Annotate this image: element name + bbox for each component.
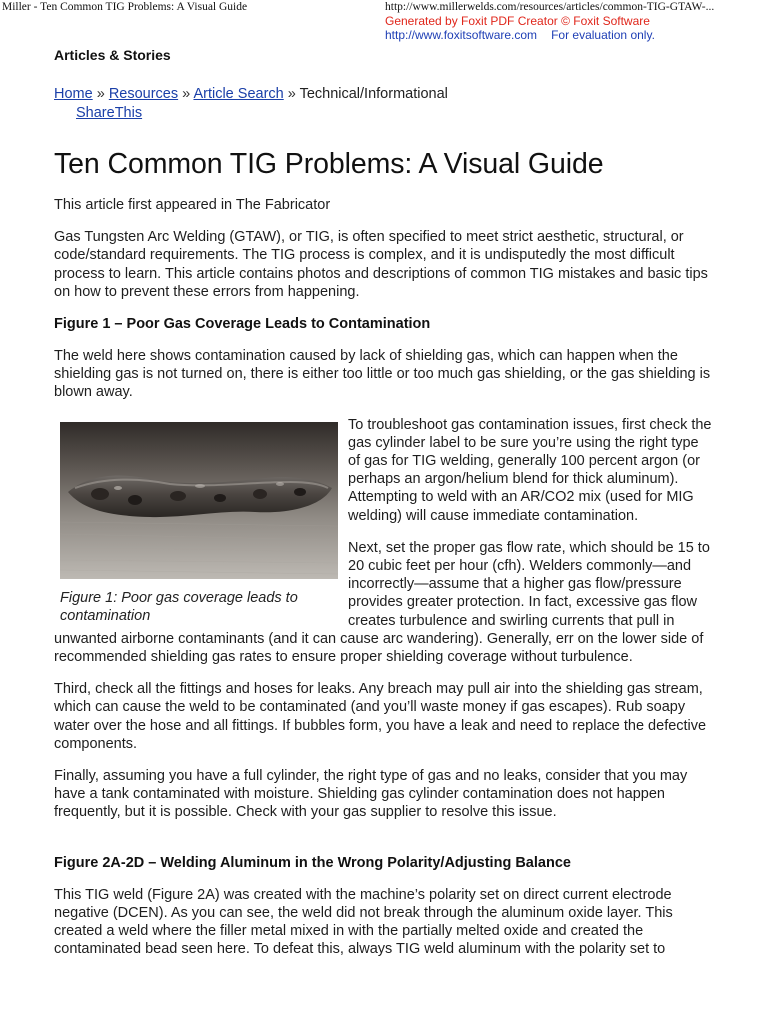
pdf-header-title: Miller - Ten Common TIG Problems: A Visual Guide	[2, 1, 248, 13]
section-title: Articles & Stories	[54, 47, 171, 63]
breadcrumb-current: Technical/Informational	[299, 86, 448, 102]
figure1-paragraph-4: Third, check all the fittings and hoses for leaks. Any breach may pull air into the shielding gas stream, which can cause the weld to be contaminated (and you’ll waste money if gas escapes). Rub soapy water over the hose and all fittings. If bubbles form, you have a leak and need to replace the defective components.	[54, 681, 707, 752]
breadcrumb-home-link[interactable]: Home	[54, 86, 93, 102]
figure2-paragraph-1: This TIG weld (Figure 2A) was created with the machine’s polarity set on direct current electrode negative (DCEN). As you can see, the weld did not break through the aluminum oxide layer. This created a weld where the filler metal mixed in with the partially melted oxide and created the contaminated bead seen here. To defeat this, always TIG weld aluminum with the polarity set to	[54, 886, 673, 958]
breadcrumb-separator: »	[92, 86, 109, 102]
share-this-link[interactable]: ShareThis	[76, 105, 143, 121]
source-note: This article first appeared in The Fabricator	[54, 197, 331, 213]
article-title: Ten Common TIG Problems: A Visual Guide	[54, 148, 604, 180]
figure1-paragraph-3: Next, set the proper gas flow rate, which should be 15 to 20 cubic feet per hour (cfh). Welders commonly—and incorrectly—assume that a higher gas flow/pressure provides greater protection. In fact, excessive gas flow creates turbulence and swirling currents that pull in unwanted airborne contaminants (and it can cause arc wandering). Generally, err on the lower side of recommended shielding gas rates to ensure proper shielding coverage without turbulence.	[54, 539, 710, 666]
foxit-eval-note: For evaluation only.	[551, 28, 655, 42]
figure2-heading: Figure 2A-2D – Welding Aluminum in the Wrong Polarity/Adjusting Balance	[54, 854, 571, 871]
article-content	[54, 46, 714, 959]
figure1-paragraph-2: To troubleshoot gas contamination issues, first check the gas cylinder label to be sure you’re using the right type of gas for TIG welding, generally 100 percent argon (or perhaps an argon/helium blend for thick aluminum). Attempting to weld with an AR/CO2 mix (used for MIG welding) will cause immediate contamination.	[348, 416, 712, 524]
intro-paragraph: Gas Tungsten Arc Welding (GTAW), or TIG, is often specified to meet strict aesthetic, structural, or code/standard requirements. The TIG process is complex, and it is undisputedly the most difficult process to learn. This article contains photos and descriptions of common TIG mistakes and basic tips on how to prevent these errors from happening.	[54, 229, 708, 300]
breadcrumb	[54, 85, 714, 104]
breadcrumb-article-search-link[interactable]: Article Search	[193, 86, 284, 102]
figure1-paragraph-5: Finally, assuming you have a full cylinder, the right type of gas and no leaks, consider that you may have a tank contaminated with moisture. Shielding gas cylinder contamination does not happen frequently, but it is possible. Check with your gas supplier to resolve this issue.	[54, 768, 688, 821]
pdf-header-url: http://www.millerwelds.com/resources/articles/common-TIG-GTAW-...	[385, 1, 715, 13]
figure1-caption: Figure 1: Poor gas coverage leads to contamination	[60, 589, 298, 624]
foxit-url-line	[385, 28, 655, 42]
foxit-generated-line: Generated by Foxit PDF Creator © Foxit Software	[385, 14, 650, 28]
breadcrumb-resources-link[interactable]: Resources	[108, 86, 179, 102]
figure1	[60, 422, 340, 625]
figure1-heading: Figure 1 – Poor Gas Coverage Leads to Contamination	[54, 316, 431, 333]
breadcrumb-separator: »	[283, 86, 300, 102]
foxit-url-link[interactable]: http://www.foxitsoftware.com	[385, 28, 538, 42]
figure1-weld-photo	[60, 422, 338, 579]
figure1-paragraph-1: The weld here shows contamination caused by lack of shielding gas, which can happen when the shielding gas is not turned on, there is either too little or too much gas shielding, or the gas shielding is blown away.	[54, 348, 711, 401]
breadcrumb-separator: »	[178, 86, 194, 102]
foxit-watermark	[385, 14, 655, 42]
